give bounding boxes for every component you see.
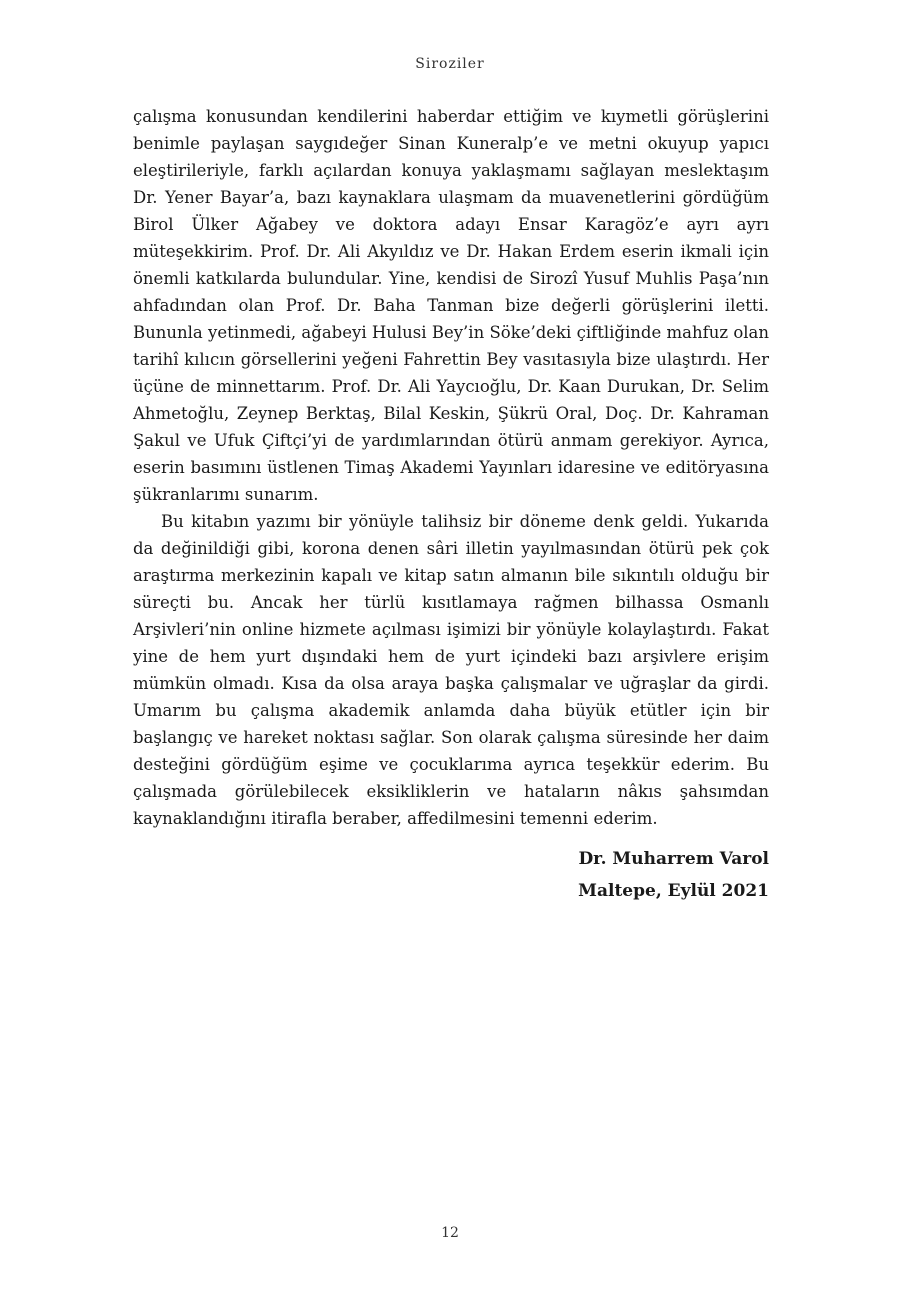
page-number: 12 (441, 1225, 459, 1241)
signature-place-date: Maltepe, Eylül 2021 (578, 881, 769, 901)
paragraph-2: Bu kitabın yazımı bir yönüyle talihsiz bir döneme denk geldi. Yukarıda da değinildiği gibi, korona denen sâri illetin yayılmasından ötürü pek çok araştırma merkezinin kapalı ve kitap satın almanın bile sıkıntılı olduğu bir süreçti bu. Ancak her türlü kısıtlamaya rağmen bilhassa Osmanlı Arşivleri’nin online hizmete açılması işimizi bir yönüyle kolaylaştırdı. Fakat yine de hem yurt dışındaki hem de yurt içindeki bazı arşivlere erişim mümkün olmadı. Kısa da olsa araya başka çalışmalar ve uğraşlar da girdi. Umarım bu çalışma akademik anlamda daha büyük etütler için bir başlangıç ve hareket noktası sağlar. Son olarak çalışma süresinde her daim desteğini gördüğüm eşime ve çocuklarıma ayrıca teşekkür ederim. Bu çalışmada görülebilecek eksikliklerin ve hataların nâkıs şahsımdan kaynaklandığını itirafla beraber, affedilmesini temenni ederim. (133, 512, 769, 828)
signature-author: Dr. Muharrem Varol (578, 849, 769, 869)
text-block (133, 103, 769, 907)
paragraph-1: çalışma konusundan kendilerini haberdar ettiğim ve kıymetli görüşlerini benimle paylaşan saygıdeğer Sinan Kuneralp’e ve metni okuyup yapıcı eleştirileriyle, farklı açılardan konuya yaklaşmamı sağlayan meslektaşım Dr. Yener Bayar’a, bazı kaynaklara ulaşmam da muavenetlerini gördüğüm Birol Ülker Ağabey ve doktora adayı Ensar Karagöz’e ayrı ayrı müteşekkirim. Prof. Dr. Ali Akyıldız ve Dr. Hakan Erdem eserin ikmali için önemli katkılarda bulundular. Yine, kendisi de Sirozî Yusuf Muhlis Paşa’nın ahfadından olan Prof. Dr. Baha Tanman bize değerli görüşlerini iletti. Bununla yetinmedi, ağabeyi Hulusi Bey’in Söke’deki çiftliğinde mahfuz olan tarihî kılıcın görsellerini yeğeni Fahrettin Bey vasıtasıyla bize ulaştırdı. Her üçüne de minnettarım. Prof. Dr. Ali Yaycıoğlu, Dr. Kaan Durukan, Dr. Selim Ahmetoğlu, Zeynep Berktaş, Bilal Keskin, Şükrü Oral, Doç. Dr. Kahraman Şakul ve Ufuk Çiftçi’yi de yardımlarından ötürü anmam gerekiyor. Ayrıca, eserin basımını üstlenen Timaş Akademi Yayınları idaresine ve editöryasına şükranlarımı sunarım. (133, 107, 769, 504)
signature (133, 843, 769, 907)
running-header: Siroziler (415, 56, 485, 72)
